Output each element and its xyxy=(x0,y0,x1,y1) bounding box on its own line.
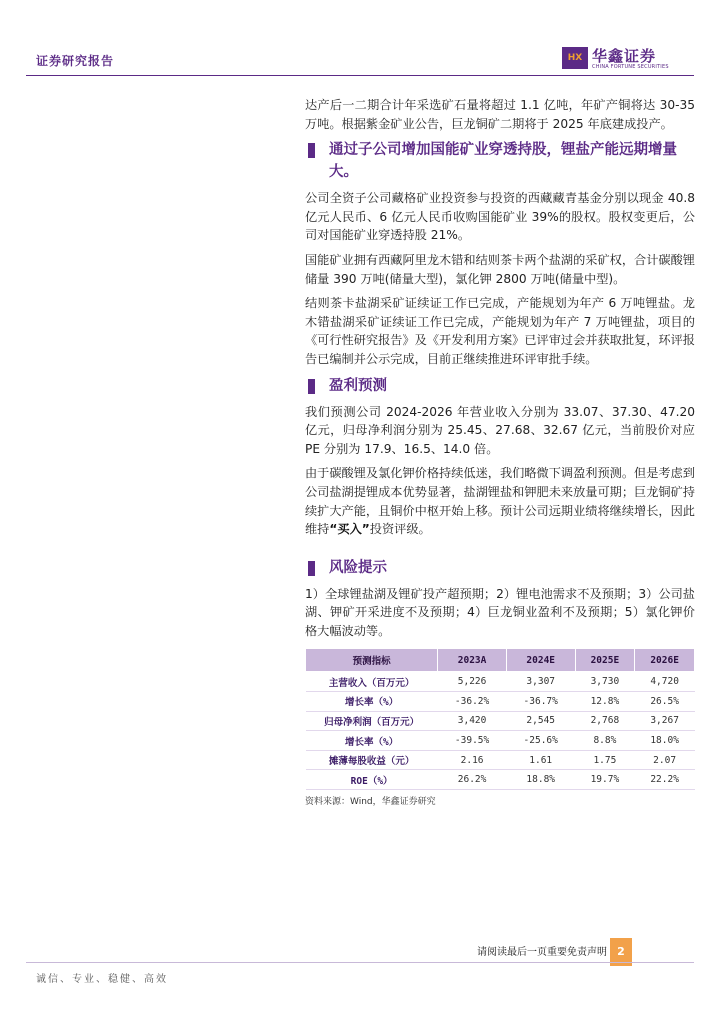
table-cell: 3,307 xyxy=(506,672,575,692)
table-cell: 2.16 xyxy=(438,750,507,770)
table-cell: -39.5% xyxy=(438,731,507,751)
row-label: 增长率（%） xyxy=(306,692,438,712)
lithium-paragraph-3: 结则茶卡盐湖采矿证续证工作已完成，产能规划为年产 6 万吨锂盐。龙木错盐湖采矿证续证工作已完成，产能规划为年产 7 万吨锂盐，项目的《可行性研究报告》及《开发利用方案》已评审过会并获取批复，环评报告已编制并公示完成，目前正继续推进环评审批手续。 xyxy=(305,296,695,366)
table-header: 2024E xyxy=(506,649,575,672)
footer-motto: 诚信、专业、稳健、高效 xyxy=(36,974,168,985)
logo-mark-icon: HX xyxy=(562,47,588,69)
table-row xyxy=(306,750,695,770)
logo-name: 华鑫证券 xyxy=(592,47,657,65)
table-header-row xyxy=(306,649,695,672)
report-body xyxy=(305,96,695,807)
table-row xyxy=(306,770,695,790)
table-cell: 4,720 xyxy=(635,672,695,692)
table-cell: 8.8% xyxy=(575,731,635,751)
table-cell: 2,545 xyxy=(506,711,575,731)
table-cell: 3,267 xyxy=(635,711,695,731)
table-cell: 2.07 xyxy=(635,750,695,770)
table-cell: 18.8% xyxy=(506,770,575,790)
table-row xyxy=(306,711,695,731)
lithium-paragraph-2: 国能矿业拥有西藏阿里龙木错和结则茶卡两个盐湖的采矿权，合计碳酸锂储量 390 万吨(储量大型)，氯化钾 2800 万吨(储量中型)。 xyxy=(305,252,695,286)
table-row xyxy=(306,672,695,692)
table-cell: -36.7% xyxy=(506,692,575,712)
table-cell: 22.2% xyxy=(635,770,695,790)
forecast-text-end: 投资评级。 xyxy=(369,522,431,537)
table-cell: -25.6% xyxy=(506,731,575,751)
header-divider xyxy=(26,75,694,76)
disclaimer-link[interactable]: 请阅读最后一页重要免责声明 xyxy=(477,947,607,958)
row-label: 增长率（%） xyxy=(306,731,438,751)
forecast-paragraph-1: 我们预测公司 2024-2026 年营业收入分别为 33.07、37.30、47.20 亿元，归母净利润分别为 25.45、27.68、32.67 亿元，当前股价对应 PE 分别为 17.9、16.5、14.0 倍。 xyxy=(305,404,695,456)
table-cell: 2,768 xyxy=(575,711,635,731)
row-label: 摊薄每股收益（元） xyxy=(306,750,438,770)
table-cell: -36.2% xyxy=(438,692,507,712)
table-cell: 3,730 xyxy=(575,672,635,692)
logo-english-name: CHINA FORTUNE SECURITIES xyxy=(592,64,669,70)
footer-divider xyxy=(26,962,694,963)
table-header: 2025E xyxy=(575,649,635,672)
rating-buy: “买入” xyxy=(329,522,370,537)
row-label: ROE（%） xyxy=(306,770,438,790)
table-cell: 5,226 xyxy=(438,672,507,692)
company-logo xyxy=(562,45,672,73)
table-cell: 26.5% xyxy=(635,692,695,712)
table-source: 资料来源：Wind，华鑫证券研究 xyxy=(305,797,436,808)
forecast-table xyxy=(305,648,695,790)
table-header: 预测指标 xyxy=(306,649,438,672)
section-heading-forecast: 盈利预测 xyxy=(305,375,695,397)
report-type-label: 证券研究报告 xyxy=(36,54,115,68)
table-cell: 3,420 xyxy=(438,711,507,731)
table-cell: 1.61 xyxy=(506,750,575,770)
table-cell: 26.2% xyxy=(438,770,507,790)
section-heading-lithium: 通过子公司增加国能矿业穿透持股，锂盐产能远期增量大。 xyxy=(305,139,695,183)
table-cell: 12.8% xyxy=(575,692,635,712)
forecast-paragraph-2 xyxy=(305,464,695,538)
table-header: 2026E xyxy=(635,649,695,672)
section-heading-risk: 风险提示 xyxy=(305,557,695,579)
page-number: 2 xyxy=(610,938,632,966)
intro-paragraph: 达产后一二期合计年采选矿石量将超过 1.1 亿吨，年矿产铜将达 30-35 万吨。根据紫金矿业公告，巨龙铜矿二期将于 2025 年底建成投产。 xyxy=(305,98,695,131)
table-cell: 18.0% xyxy=(635,731,695,751)
row-label: 主营收入（百万元） xyxy=(306,672,438,692)
forecast-text: 由于碳酸锂及氯化钾价格持续低迷，我们略微下调盈利预测。但是考虑到公司盐湖提锂成本优势显著，盐湖锂盐和钾肥未来放量可期；巨龙铜矿持续扩大产能，且铜价中枢开始上移。预计公司远期业绩将继续增长，因此维持 xyxy=(305,466,695,537)
row-label: 归母净利润（百万元） xyxy=(306,711,438,731)
table-cell: 1.75 xyxy=(575,750,635,770)
table-cell: 19.7% xyxy=(575,770,635,790)
risk-paragraph: 1）全球锂盐湖及锂矿投产超预期；2）锂电池需求不及预期；3）公司盐湖、钾矿开采进度不及预期；4）巨龙铜业盈利不及预期；5）氯化钾价格大幅波动等。 xyxy=(305,586,695,638)
lithium-paragraph-1: 公司全资子公司藏格矿业投资参与投资的西藏藏青基金分别以现金 40.8 亿元人民币、6 亿元人民币收购国能矿业 39%的股权。股权变更后，公司对国能矿业穿透持股 21%。 xyxy=(305,191,695,243)
table-header: 2023A xyxy=(438,649,507,672)
table-row xyxy=(306,731,695,751)
table-row xyxy=(306,692,695,712)
